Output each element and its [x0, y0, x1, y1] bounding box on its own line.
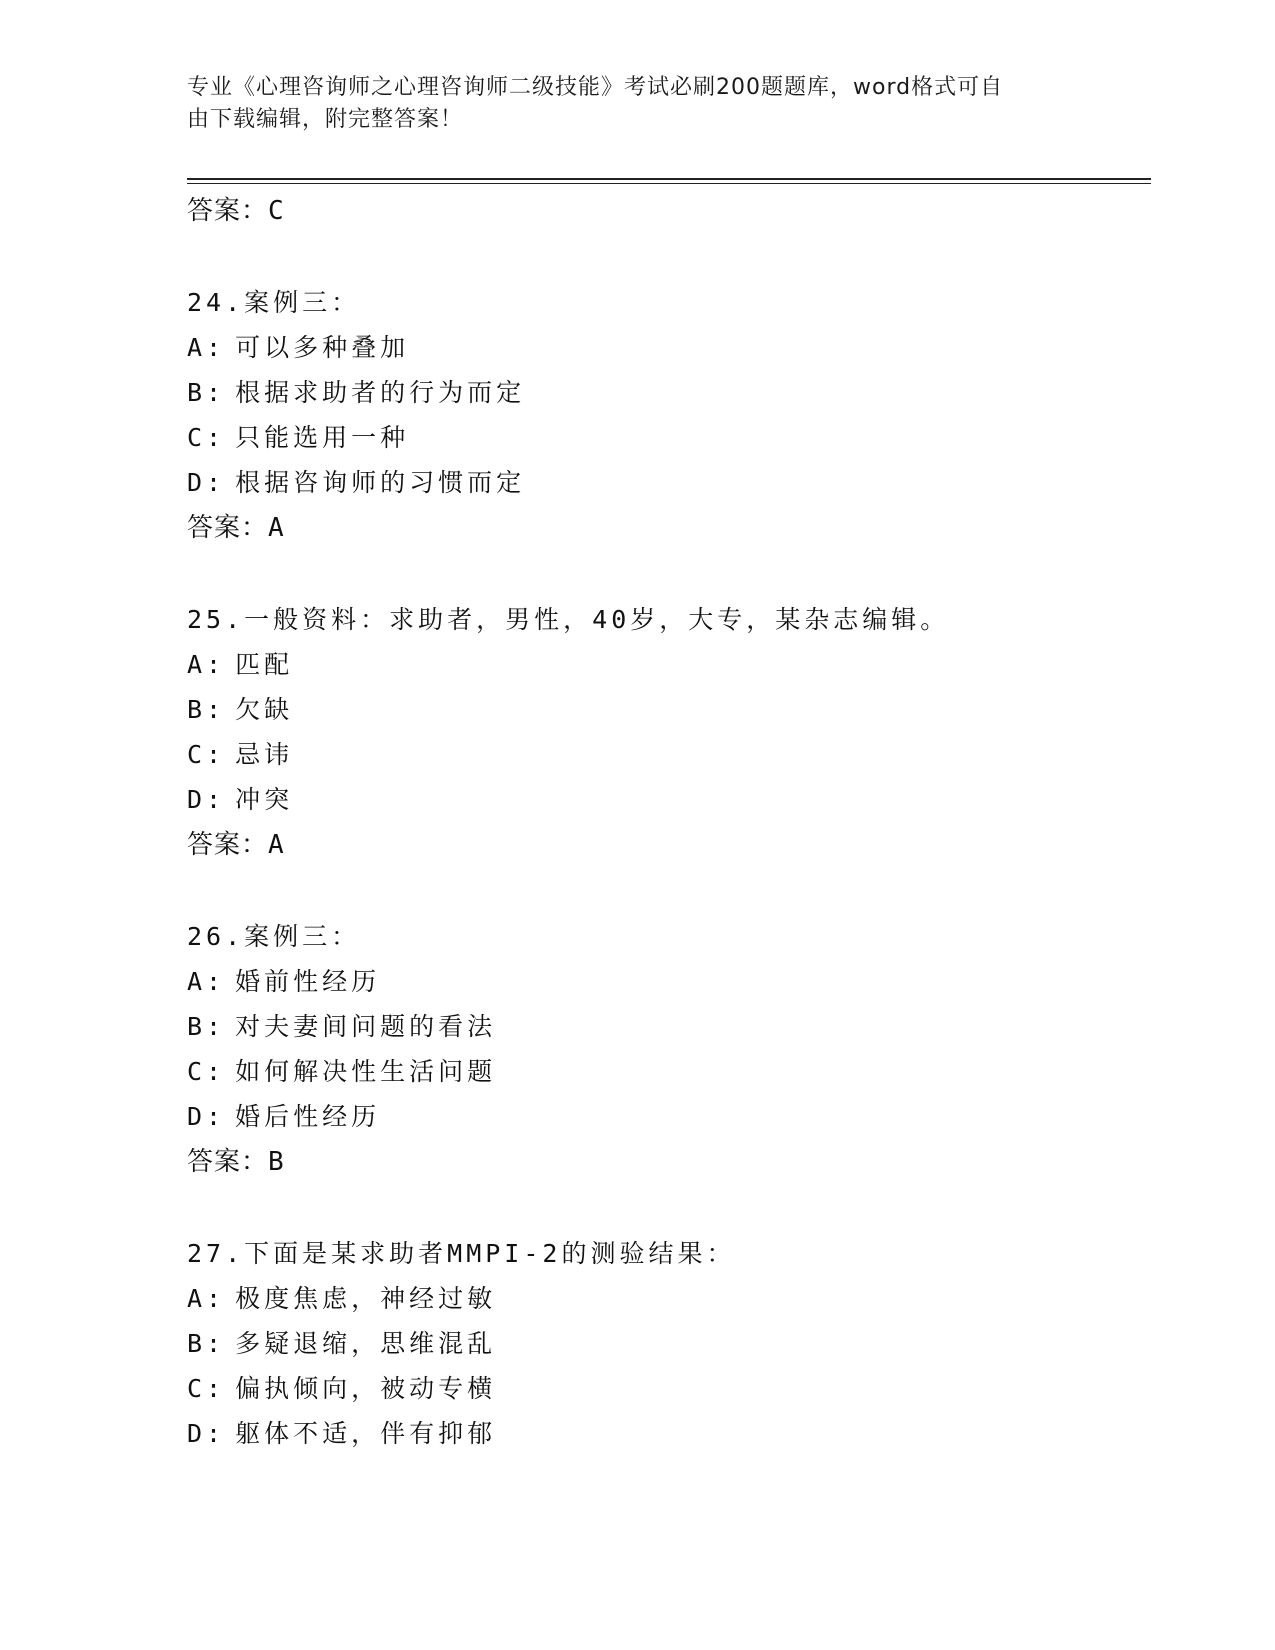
option-text: 婚前性经历 [235, 967, 381, 996]
option-text: 可以多种叠加 [235, 333, 410, 362]
option-b [187, 370, 1147, 415]
option-letter: B: [187, 695, 226, 724]
option-c [187, 1366, 1147, 1411]
option-text: 极度焦虑，神经过敏 [235, 1284, 497, 1313]
option-text: 根据咨询师的习惯而定 [235, 468, 526, 497]
option-c [187, 732, 1147, 777]
option-letter: A: [187, 333, 226, 362]
option-text: 只能选用一种 [235, 423, 410, 452]
question-block-27 [187, 1231, 1147, 1456]
option-text: 冲突 [235, 785, 294, 814]
question-block-24 [187, 280, 1147, 551]
document-body [187, 188, 1147, 1456]
option-b [187, 687, 1147, 732]
option-text: 偏执倾向，被动专横 [235, 1374, 497, 1403]
option-letter: D: [187, 785, 226, 814]
question-block-25 [187, 597, 1147, 868]
option-text: 根据求助者的行为而定 [235, 378, 526, 407]
option-d [187, 460, 1147, 505]
option-text: 如何解决性生活问题 [235, 1057, 497, 1086]
document-header [187, 72, 1087, 136]
question-stem: 25.一般资料：求助者，男性，40岁，大专，某杂志编辑。 [187, 605, 950, 634]
answer-line [187, 822, 1147, 868]
question-stem: 24.案例三： [187, 288, 361, 317]
option-d [187, 777, 1147, 822]
option-letter: C: [187, 1057, 226, 1086]
option-letter: A: [187, 1284, 226, 1313]
option-d [187, 1411, 1147, 1456]
option-letter: B: [187, 1329, 226, 1358]
option-a [187, 959, 1147, 1004]
option-d [187, 1094, 1147, 1139]
option-c [187, 415, 1147, 460]
option-letter: B: [187, 378, 226, 407]
header-line-1: 专业《心理咨询师之心理咨询师二级技能》考试必刷200题题库，word格式可自 [187, 75, 1004, 100]
answer-label: 答案： [187, 830, 269, 860]
option-letter: D: [187, 1419, 226, 1448]
answer-line [187, 505, 1147, 551]
option-b [187, 1004, 1147, 1049]
question-block-26 [187, 914, 1147, 1185]
option-text: 忌讳 [235, 740, 294, 769]
header-line-2: 由下载编辑，附完整答案！ [187, 107, 464, 132]
option-letter: C: [187, 740, 226, 769]
option-letter: A: [187, 650, 226, 679]
answer-label: 答案： [187, 1147, 269, 1177]
option-text: 躯体不适，伴有抑郁 [235, 1419, 497, 1448]
answer-value: B [268, 1147, 285, 1177]
option-a [187, 642, 1147, 687]
option-text: 欠缺 [235, 695, 294, 724]
answer-line [187, 188, 1147, 234]
option-text: 对夫妻间问题的看法 [235, 1012, 497, 1041]
header-divider-thick [187, 178, 1151, 180]
option-text: 匹配 [235, 650, 294, 679]
answer-value: C [268, 196, 285, 226]
answer-label: 答案： [187, 513, 269, 543]
option-letter: A: [187, 967, 226, 996]
option-text: 婚后性经历 [235, 1102, 381, 1131]
option-b [187, 1321, 1147, 1366]
option-c [187, 1049, 1147, 1094]
option-letter: D: [187, 468, 226, 497]
option-a [187, 1276, 1147, 1321]
answer-label: 答案： [187, 196, 269, 226]
option-text: 多疑退缩，思维混乱 [235, 1329, 497, 1358]
answer-line [187, 1139, 1147, 1185]
answer-value: A [268, 513, 285, 543]
answer-value: A [268, 830, 285, 860]
header-divider-thin [187, 183, 1151, 184]
question-stem: 26.案例三： [187, 922, 361, 951]
option-letter: B: [187, 1012, 226, 1041]
option-letter: D: [187, 1102, 226, 1131]
question-stem: 27.下面是某求助者MMPI-2的测验结果： [187, 1239, 736, 1268]
option-letter: C: [187, 1374, 226, 1403]
option-letter: C: [187, 423, 226, 452]
option-a [187, 325, 1147, 370]
